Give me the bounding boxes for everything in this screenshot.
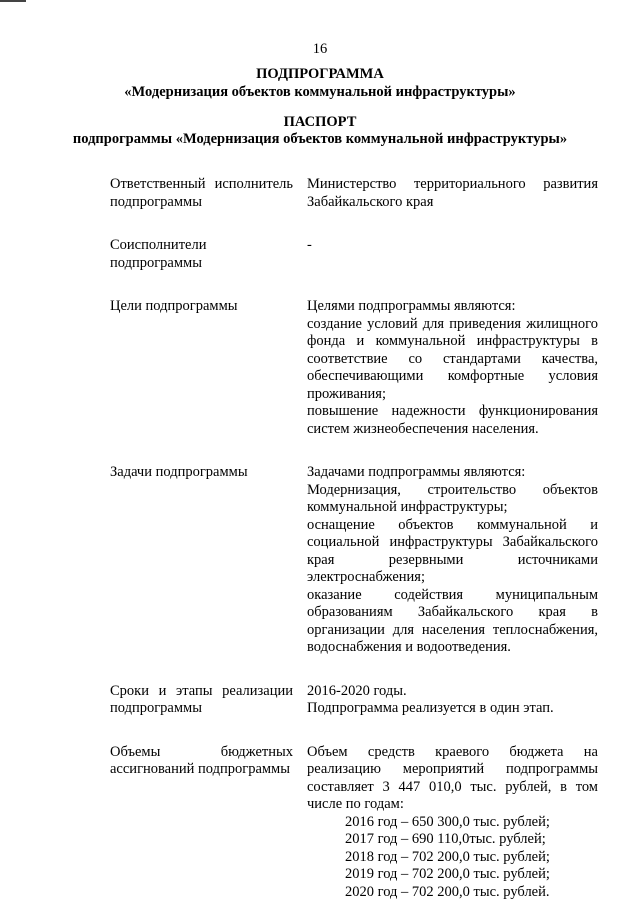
row-goals [110, 298, 604, 438]
passport-subtitle: подпрограммы «Модернизация объектов коммунальной инфраструктуры» [72, 131, 568, 147]
value-line: оснащение объектов коммунальной и социальной инфраструктуры Забайкальского края резервными источниками электроснабжения; [307, 516, 598, 585]
row-value [307, 237, 598, 272]
row-responsible-executor [110, 176, 604, 211]
budget-year-item: 2020 год – 702 200,0 тыс. рублей. [345, 883, 550, 900]
row-timeline [110, 683, 604, 718]
row-value [307, 683, 598, 718]
budget-year-item: 2017 год – 690 110,0тыс. рублей; [345, 831, 546, 847]
row-label: Сроки и этапы реализации подпрограммы [110, 682, 293, 716]
subprogram-subtitle: «Модернизация объектов коммунальной инфраструктуры» [124, 84, 516, 100]
value-line: Модернизация, строительство объектов коммунальной инфраструктуры; [307, 481, 598, 515]
value-line: повышение надежности функционирования систем жизнеобеспечения населения. [307, 403, 598, 437]
passport-table [110, 176, 604, 911]
value-line: Объем средств краевого бюджета на реализацию мероприятий подпрограммы составляет 3 447 010,0 тыс. рублей, в том числе по годам: [307, 743, 598, 812]
scan-corner-mark [0, 0, 26, 2]
row-budget [110, 744, 604, 902]
budget-year-item: 2018 год – 702 200,0 тыс. рублей; [345, 848, 550, 865]
row-label: Ответственный исполнитель подпрограммы [110, 176, 293, 210]
row-value [307, 464, 598, 657]
value-line: Целями подпрограммы являются: [307, 298, 516, 314]
row-label: Соисполнители подпрограммы [110, 237, 207, 271]
row-label: Объемы бюджетных ассигнований подпрограммы [110, 743, 293, 777]
row-co-executors [110, 237, 604, 272]
budget-by-year-list [307, 814, 598, 902]
row-value [307, 298, 598, 438]
page-number: 16 [312, 41, 328, 57]
value-line: создание условий для приведения жилищного фонда и коммунальной инфраструктуры в соответствие со стандартами качества, обеспечивающими комфортные условия проживания; [307, 315, 598, 402]
value-line: Задачами подпрограммы являются: [307, 464, 526, 480]
value-line: - [307, 237, 312, 253]
row-label: Цели подпрограммы [110, 298, 238, 314]
value-line: оказание содействия муниципальным образованиям Забайкальского края в организации для населения теплоснабжения, водоснабжения и водоотведения. [307, 586, 598, 655]
value-line: Подпрограмма реализуется в один этап. [307, 700, 554, 716]
row-value [307, 176, 598, 211]
value-line: Министерство территориального развития Забайкальского края [307, 176, 598, 210]
budget-year-item: 2016 год – 650 300,0 тыс. рублей; [345, 813, 550, 830]
row-label: Задачи подпрограммы [110, 464, 248, 480]
subprogram-title: ПОДПРОГРАММА [256, 66, 384, 82]
passport-title: ПАСПОРТ [283, 114, 357, 130]
value-line: 2016-2020 годы. [307, 682, 407, 699]
row-value [307, 744, 598, 902]
row-tasks [110, 464, 604, 657]
budget-year-item: 2019 год – 702 200,0 тыс. рублей; [345, 866, 550, 882]
